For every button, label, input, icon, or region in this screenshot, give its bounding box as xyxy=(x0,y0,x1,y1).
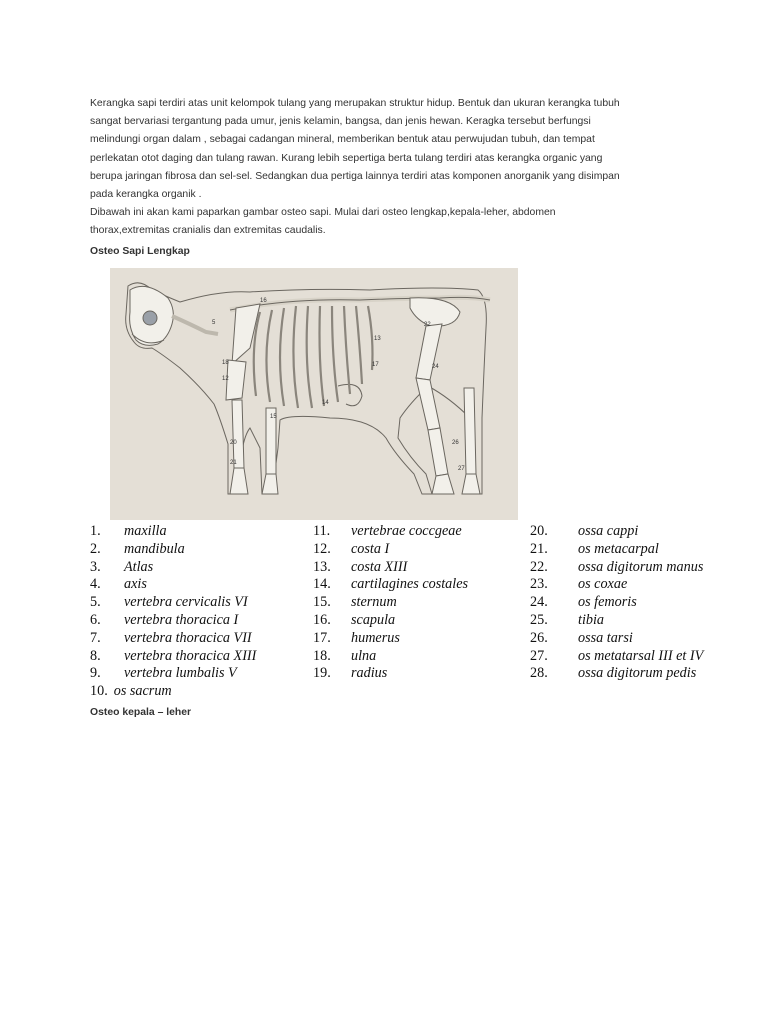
legend-item xyxy=(90,665,256,683)
legend-name: os sacrum xyxy=(113,683,172,700)
legend-number: 4. xyxy=(90,576,101,593)
legend-item xyxy=(530,559,703,577)
legend-column-3 xyxy=(530,523,703,683)
legend-item xyxy=(313,576,468,594)
legend-name: tibia xyxy=(578,611,605,628)
legend-item xyxy=(313,648,468,666)
legend-number: 16. xyxy=(313,611,331,628)
legend-column-2 xyxy=(313,523,468,683)
legend-name: os metacarpal xyxy=(578,540,659,557)
legend-number: 9. xyxy=(90,665,101,682)
intro-line: melindungi organ dalam , sebagai cadangan mineral, memberikan bentuk atau perwujudan tubuh, dan tempat xyxy=(90,134,595,146)
legend-item xyxy=(313,541,468,559)
legend-name: os femoris xyxy=(578,594,637,611)
legend-name: vertebra thoracica XIII xyxy=(124,647,257,664)
legend-name: ulna xyxy=(351,647,377,664)
legend-name: sternum xyxy=(351,594,397,611)
legend-number: 13. xyxy=(313,558,331,575)
legend-number: 25. xyxy=(530,611,548,628)
legend-number: 19. xyxy=(313,665,331,682)
intro-line: berupa jaringan fibrosa dan sel-sel. Sedangkan dua pertiga lainnya terdiri atas komponen anorganik yang disimpan xyxy=(90,170,620,182)
legend-number: 21. xyxy=(530,540,548,557)
legend-number: 1. xyxy=(90,523,101,539)
figure-label: 24 xyxy=(432,364,439,370)
legend-item xyxy=(313,612,468,630)
legend-item xyxy=(90,630,256,648)
legend-name: os coxae xyxy=(578,576,628,593)
legend-item xyxy=(90,594,256,612)
legend-number: 2. xyxy=(90,540,101,557)
legend-name: ossa digitorum manus xyxy=(578,558,704,575)
figure-label: 22 xyxy=(424,322,431,328)
legend-number: 22. xyxy=(530,558,548,575)
legend-number: 6. xyxy=(90,611,101,628)
legend-number: 17. xyxy=(313,629,331,646)
figure-label: 17 xyxy=(372,362,379,368)
legend-item xyxy=(530,594,703,612)
legend-number: 26. xyxy=(530,629,548,646)
legend-item xyxy=(90,683,256,701)
legend-item xyxy=(530,612,703,630)
skull xyxy=(130,286,174,345)
legend-item xyxy=(90,648,256,666)
legend-number: 28. xyxy=(530,665,548,682)
legend-item xyxy=(313,594,468,612)
intro-line: sangat bervariasi tergantung pada umur, jenis kelamin, bangsa, dan jenis hewan. Keragka tersebut berfungsi xyxy=(90,116,591,128)
cow-skeleton-figure xyxy=(110,268,518,520)
section-heading-osteo-lengkap: Osteo Sapi Lengkap xyxy=(90,246,190,257)
legend-name: Atlas xyxy=(124,558,154,575)
legend-item xyxy=(530,541,703,559)
legend-name: maxilla xyxy=(124,523,167,539)
legend-item xyxy=(530,648,703,666)
intro-line: perlekatan otot daging dan tulang rawan. Kurang lebih sepertiga berta tulang terdiri atas kerangka organic yang xyxy=(90,152,603,164)
legend-name: ossa digitorum pedis xyxy=(578,665,697,682)
intro-line: pada kerangka organik . xyxy=(90,189,202,201)
intro-line: thorax,extremitas cranialis dan extremitas caudalis. xyxy=(90,225,326,237)
intro-text xyxy=(90,95,690,241)
legend-name: vertebrae coccgeae xyxy=(351,523,462,539)
section-heading-osteo-kepala-leher: Osteo kepala – leher xyxy=(90,707,192,718)
legend-number: 27. xyxy=(530,647,548,664)
legend-name: vertebra thoracica I xyxy=(124,611,239,628)
legend-item xyxy=(90,559,256,577)
ribs xyxy=(254,306,373,408)
legend-column-1 xyxy=(90,523,256,701)
legend-name: vertebra thoracica VII xyxy=(124,629,252,646)
legend-number: 5. xyxy=(90,594,101,611)
legend-name: costa I xyxy=(351,540,390,557)
figure-label: 14 xyxy=(322,400,329,406)
legend-item xyxy=(90,612,256,630)
legend-number: 24. xyxy=(530,594,548,611)
legend-item xyxy=(530,523,703,541)
figure-label: 12 xyxy=(222,376,229,382)
legend-number: 15. xyxy=(313,594,331,611)
legend-name: radius xyxy=(351,665,388,682)
legend-number: 3. xyxy=(90,558,101,575)
legend-number: 7. xyxy=(90,629,101,646)
legend-name: cartilagines costales xyxy=(351,576,469,593)
figure-label: 26 xyxy=(452,440,459,446)
intro-line: Kerangka sapi terdiri atas unit kelompok tulang yang merupakan struktur hidup. Bentuk dan ukuran kerangka tubuh xyxy=(90,98,620,109)
legend-name: axis xyxy=(124,576,147,593)
cow-skeleton-illustration xyxy=(110,268,518,520)
legend-name: vertebra lumbalis V xyxy=(124,665,237,682)
limbs xyxy=(226,298,480,494)
intro-line: Dibawah ini akan kami paparkan gambar osteo sapi. Mulai dari osteo lengkap,kepala-leher, abdomen xyxy=(90,207,556,219)
figure-label: 21 xyxy=(230,460,237,466)
legend-item xyxy=(90,576,256,594)
legend-item xyxy=(313,523,468,541)
figure-label: 27 xyxy=(458,466,465,472)
legend-number: 23. xyxy=(530,576,548,593)
legend-item xyxy=(530,630,703,648)
legend-number: 20. xyxy=(530,523,548,539)
figure-label: 5 xyxy=(212,320,216,326)
legend-name: scapula xyxy=(351,611,396,628)
figure-label: 15 xyxy=(270,414,277,420)
legend-name: humerus xyxy=(351,629,400,646)
figure-label: 20 xyxy=(230,440,237,446)
figure-label: 16 xyxy=(260,298,267,304)
legend-item xyxy=(313,630,468,648)
legend-number: 11. xyxy=(313,523,331,539)
figure-label: 13 xyxy=(374,336,381,342)
legend-item xyxy=(90,523,256,541)
legend-number: 12. xyxy=(313,540,331,557)
legend-number: 8. xyxy=(90,647,101,664)
legend-item xyxy=(530,576,703,594)
legend-item xyxy=(530,665,703,683)
legend-name: os metatarsal III et IV xyxy=(578,647,704,664)
legend-name: costa XIII xyxy=(351,558,408,575)
legend-name: ossa cappi xyxy=(578,523,639,539)
legend-number: 18. xyxy=(313,647,331,664)
legend-name: mandibula xyxy=(124,540,185,557)
figure-label: 18 xyxy=(222,360,229,366)
legend-item xyxy=(313,665,468,683)
legend-name: vertebra cervicalis VI xyxy=(124,594,248,611)
legend-number: 10. xyxy=(90,683,108,700)
legend-item xyxy=(90,541,256,559)
legend-item xyxy=(313,559,468,577)
legend-number: 14. xyxy=(313,576,331,593)
legend-name: ossa tarsi xyxy=(578,629,633,646)
